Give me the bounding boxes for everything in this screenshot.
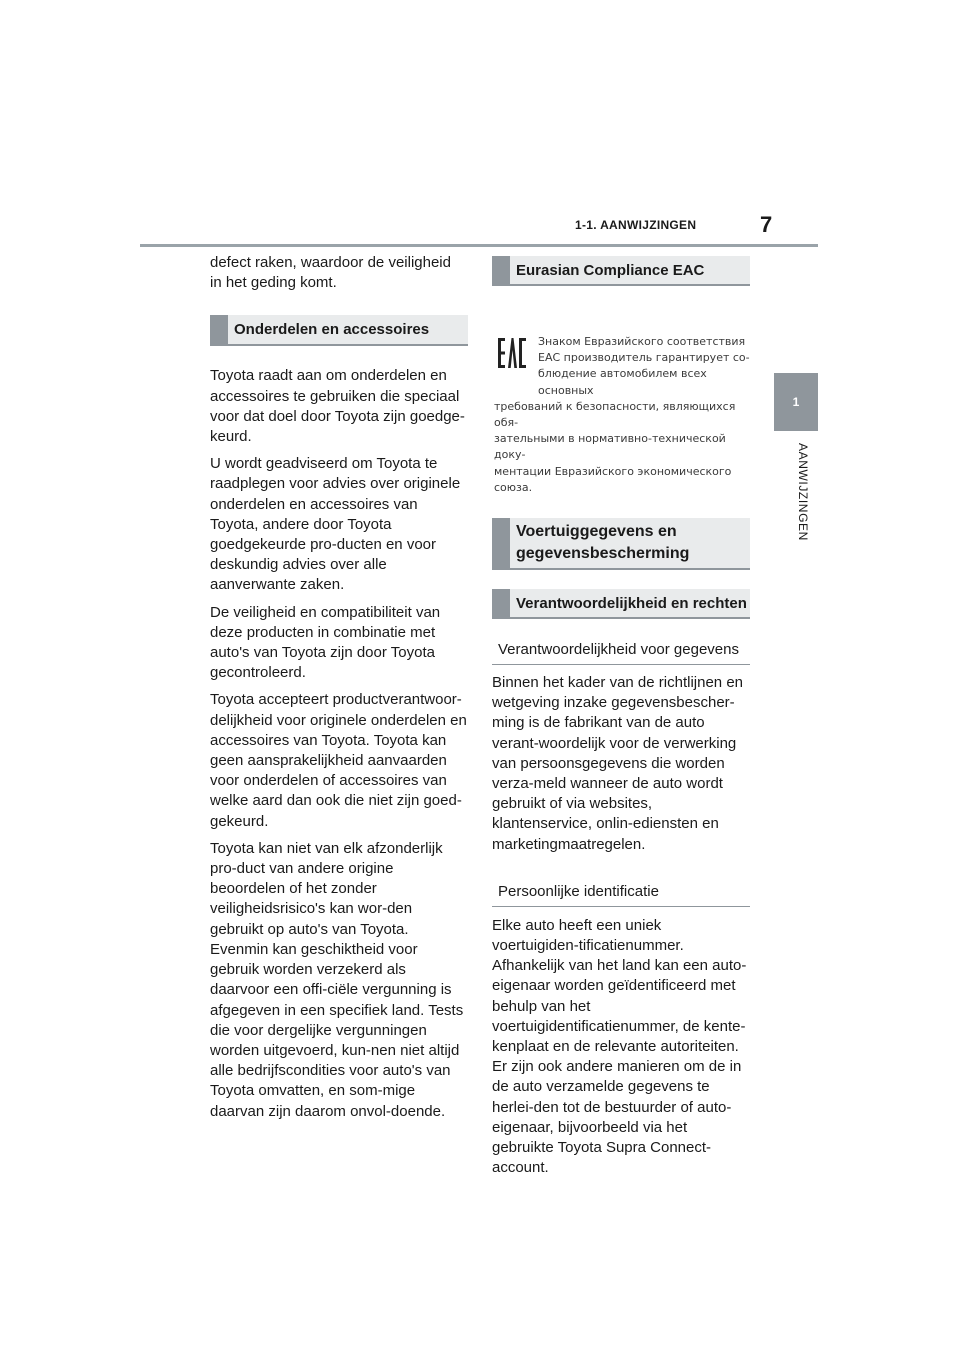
eac-line: зательными в нормативно-технической доку- <box>494 432 726 462</box>
header-rule <box>140 244 818 247</box>
body-paragraph: Toyota raadt aan om onderdelen en accessoires te gebruiken die speciaal voor dat doel door Toyota zijn goedge-keurd. <box>210 367 465 446</box>
body-paragraph: Binnen het kader van de richtlijnen en wetgeving inzake gegevensbescher-ming is de fabrikant van de auto verant-woordelijk voor de verwerking van persoonsgegevens die worden verza-meld wanneer de auto wordt gebruikt of via websites, klantenservice, onlin-ediensten en marketingmaatregelen. <box>492 674 744 853</box>
eac-russian-text <box>492 334 750 496</box>
body-paragraph: Elke auto heeft een uniek voertuigiden-tificatienummer. Afhankelijk van het land kan een auto-eigenaar worden geïdentificeerd met behulp van het voertuigidentificatienummer, de kente-kenplaat en de relevante autoriteiten. Er zijn ook andere manieren om de in de auto verzamelde gegevens te herlei-den tot de bestuurder of auto-eigenaar, bijvoorbeeld via het gebruikte Toyota Supra Connect-account. <box>492 916 747 1177</box>
eac-line: союза. <box>494 480 533 494</box>
eac-line: блюдение автомобилем всех основных <box>538 367 707 397</box>
parts-body <box>210 366 468 1121</box>
chapter-tab[interactable] <box>774 373 818 431</box>
subheading-data-responsibility: Verantwoordelijkheid voor gegevens <box>492 635 750 665</box>
chapter-tab-label: AANWIJZINGEN <box>796 443 810 541</box>
subheading-personal-identification: Persoonlijke identificatie <box>492 877 750 907</box>
page-number: 7 <box>760 212 773 237</box>
intro-paragraph: defect raken, waardoor de veiligheid in het geding komt. <box>210 254 451 292</box>
heading-bar <box>210 315 228 344</box>
heading-text: Onderdelen en accessoires <box>234 321 430 339</box>
heading-bar <box>492 518 510 568</box>
body-paragraph: U wordt geadviseerd om Toyota te raadplegen voor advies over originele onderdelen en accessoires van Toyota, andere door Toyota goedgekeurde pro-ducten en voor deskundig advies over alle aanverwante zaken. <box>210 455 461 594</box>
heading-bar <box>492 256 510 284</box>
right-column <box>492 256 750 1178</box>
heading-line: Voertuiggegevens en <box>516 523 677 540</box>
heading-text: Eurasian Compliance EAC <box>516 262 705 279</box>
eac-line: требований к безопасности, являющихся обя- <box>494 399 736 430</box>
heading-text <box>516 521 750 565</box>
left-column <box>210 253 468 1122</box>
body-paragraph: Toyota accepteert productverantwoor-delijkheid voor originele onderdelen en accessoires van Toyota. Toyota kan geen aansprakelijkheid aanvaarden voor onderdelen of accessoires van welke aard dan ook die niet zijn goed-gekeurd. <box>210 691 467 830</box>
heading-vehicle-data <box>492 518 750 570</box>
heading-eac <box>492 256 750 286</box>
heading-responsibility <box>492 589 750 619</box>
heading-parts-accessories <box>210 315 468 346</box>
eac-notice <box>492 286 750 494</box>
running-header-section: 1-1. AANWIJZINGEN <box>575 218 697 232</box>
chapter-tab-number: 1 <box>792 395 800 409</box>
body-paragraph: De veiligheid en compatibiliteit van deze producten in combinatie met auto's van Toyota zijn door Toyota gecontroleerd. <box>210 603 441 682</box>
eac-line: ментации Евразийского экономического <box>494 464 732 478</box>
eac-line: ЕАС производитель гарантирует со- <box>538 351 750 365</box>
heading-line: gegevensbescherming <box>516 545 690 562</box>
heading-bar <box>492 589 510 617</box>
heading-text: Verantwoordelijkheid en rechten <box>516 595 747 612</box>
eac-line: Знаком Евразийского соответствия <box>538 335 746 348</box>
body-paragraph: Toyota kan niet van elk afzonderlijk pro-duct van andere origine beoordelen of het zonder veiligheidsrisico's kan wor-den gebruikt op auto's van Toyota. Evenmin kan geschiktheid voor gebruik worden verzekerd als daarvoor een offi-ciële vergunning is afgegeven in een specifiek land. Tests die voor dergelijke vergunningen worden uitgevoerd, kun-nen niet altijd alle bedrijfscondities voor auto's van Toyota omvatten, en som-mige daarvan zijn daarom onvol-doende. <box>210 839 464 1120</box>
